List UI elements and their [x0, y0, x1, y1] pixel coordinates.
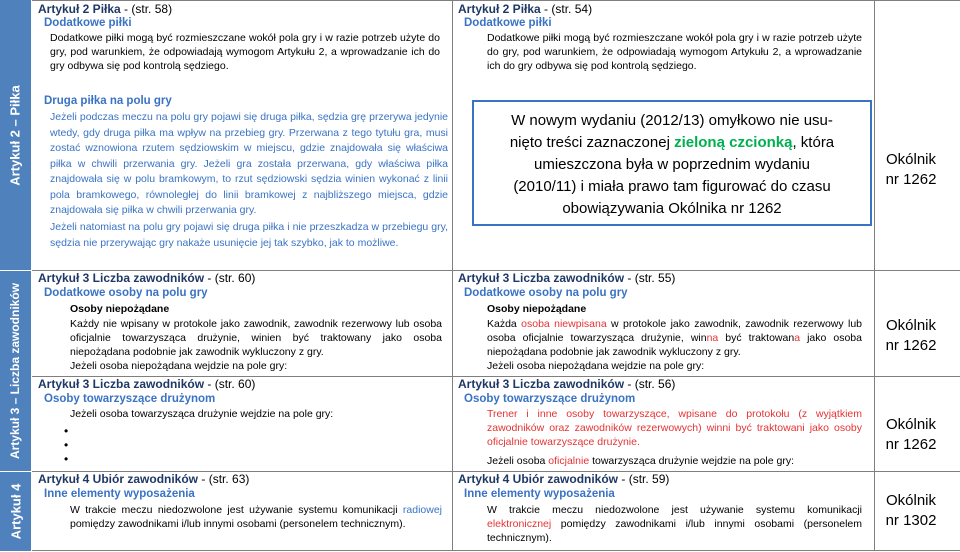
- section-title: Druga piłka na polu gry: [44, 95, 172, 107]
- bullet-item: [32, 424, 132, 438]
- section-title: Dodatkowe osoby na polu gry: [464, 287, 628, 299]
- column-divider: [874, 0, 875, 551]
- article-heading: Artykuł 3 Liczba zawodników - (str. 60): [38, 271, 256, 285]
- article-heading: Artykuł 3 Liczba zawodników - (str. 60): [38, 377, 256, 391]
- bullet-list: [32, 424, 132, 466]
- paragraph: Dodatkowe piłki mogą być rozmieszczane wokół pola gry i w razie potrzeb użyte do gry, pod warunkiem, że odpowiadają wymogom Artykułu 2, a wprowadzanie ich do gry odbywa się pod kontrolą sędziego.: [50, 32, 440, 72]
- paragraph: W trakcie meczu niedozwolone jest używanie systemu komunikacji radiowej pomiędzy zawodnikami i/lub innymi osobami (personelem technicznym).: [70, 504, 442, 530]
- article-heading: Artykuł 2 Piłka - (str. 58): [38, 2, 173, 16]
- note-line: (2010/11) i miała prawo tam figurować do czasu: [513, 178, 831, 195]
- subsection-title: Osoby niepożądane: [487, 303, 587, 315]
- paragraph: W trakcie meczu niedozwolone jest używanie systemu komunikacji elektronicznej pomiędzy zawodnikami i/lub innymi osobami (personelem technicznym).: [487, 504, 862, 544]
- paragraph: Każda osoba niewpisana w protokole jako zawodnik, zawodnik rezerwowy lub osoba oficjalnie towarzysząca drużynie, winna być traktowana jako osoba niepożądana podobnie jak zawodnik wykluczony z gry.: [487, 318, 862, 358]
- bullet-item: [32, 452, 132, 466]
- article-heading: Artykuł 4 Ubiór zawodników - (str. 63): [38, 472, 250, 486]
- circular-reference: Okólnik nr 1262: [885, 416, 937, 453]
- circular-reference: Okólnik nr 1262: [885, 317, 937, 354]
- editorial-note-box: [472, 100, 872, 226]
- article-heading: Artykuł 2 Piłka - (str. 54): [458, 2, 593, 16]
- sidebar-section-article2: [0, 0, 31, 271]
- section-title: Inne elementy wyposażenia: [464, 488, 615, 500]
- column-divider: [452, 0, 453, 551]
- paragraph: Jeżeli osoba niepożądana wejdzie na pole gry:: [70, 360, 288, 372]
- section-title: Dodatkowe piłki: [464, 17, 552, 29]
- paragraph: Trener i inne osoby towarzyszące, wpisane do protokołu (z wyjątkiem zawodników oraz zawodników rezerwowych) winni być traktowani jako osoby oficjalnie towarzyszące drużynie.: [487, 408, 862, 448]
- paragraph: Jeżeli natomiast na polu gry pojawi się druga piłka i nie przeszkadza w przebiegu gry, sędzia nie przerywając gry nakaże usunięcie jej tak szybko, jak to możliwe.: [50, 221, 448, 249]
- subsection-title: Osoby niepożądane: [70, 303, 170, 315]
- section-title: Dodatkowe osoby na polu gry: [44, 287, 208, 299]
- paragraph: Dodatkowe piłki mogą być rozmieszczane wokół pola gry i w razie potrzeb użyte do gry, pod warunkiem, że odpowiadają wymogom Artykułu 2, a wprowadzanie ich do gry odbywa się pod kontrolą sędziego.: [487, 32, 862, 72]
- article-heading: Artykuł 3 Liczba zawodników - (str. 56): [458, 377, 676, 391]
- paragraph: Każdy nie wpisany w protokole jako zawodnik, zawodnik rezerwowy lub osoba oficjalnie towarzysząca drużynie, winien być traktowany jako osoba niepożądana podobnie jak zawodnik wykluczony z gry.: [70, 318, 442, 358]
- sidebar-section-article4: [0, 472, 31, 552]
- paragraph: Jeżeli osoba oficjalnie towarzysząca drużynie wejdzie na pole gry:: [487, 455, 795, 467]
- sidebar-label: Artykuł 3 – Liczba zawodników: [8, 282, 23, 460]
- section-title: Inne elementy wyposażenia: [44, 488, 195, 500]
- circular-reference: Okólnik nr 1302: [885, 492, 937, 529]
- row-divider: [32, 0, 960, 1]
- section-title: Osoby towarzyszące drużynom: [464, 393, 636, 405]
- section-title: Dodatkowe piłki: [44, 17, 132, 29]
- bullet-item: [32, 438, 132, 452]
- paragraph: Jeżeli osoba niepożądana wejdzie na pole gry:: [487, 360, 705, 372]
- paragraph: Jeżeli podczas meczu na polu gry pojawi się druga piłka, sędzia grę przerywa jedynie wtedy, gdy druga piłka ma wpływ na przebieg gry. Przerwana z tego tytułu gra, musi zostać wznowiona rzutem sędziowskim w miejscu, gdzie znajdowała się właściwa piłka w chwili przerwania gry. Jeżeli gra została przerwana, gdy właściwa piłka znajdowała się w polu bramkowym, to rzut sędziowski sędzia winien wykonać z linii pola bramkowego, równoległej do linii bramkowej z najbliższego miejsca, gdzie znajdowała się piłka w chwili przerwania gry.: [50, 111, 449, 216]
- section-title: Osoby towarzyszące drużynom: [44, 393, 216, 405]
- article-heading: Artykuł 4 Ubiór zawodników - (str. 59): [458, 472, 670, 486]
- circular-reference: Okólnik nr 1262: [885, 151, 937, 188]
- note-line: W nowym wydaniu (2012/13) omyłkowo nie usu-: [511, 112, 833, 129]
- sidebar-section-article3: [0, 271, 31, 472]
- sidebar-label: Artykuł 4: [8, 483, 24, 540]
- sidebar-label: Artykuł 2 – Piłka: [8, 84, 24, 186]
- article-heading: Artykuł 3 Liczba zawodników - (str. 55): [458, 271, 676, 285]
- paragraph: Jeżeli osoba towarzysząca drużynie wejdzie na pole gry:: [70, 408, 334, 420]
- note-line: umieszczona była w poprzednim wydaniu: [534, 156, 810, 173]
- comparison-table: [32, 0, 960, 551]
- note-line: obowiązywania Okólnika nr 1262: [562, 200, 782, 217]
- note-line: nięto treści zaznaczonej zieloną czcionką, która: [509, 134, 835, 151]
